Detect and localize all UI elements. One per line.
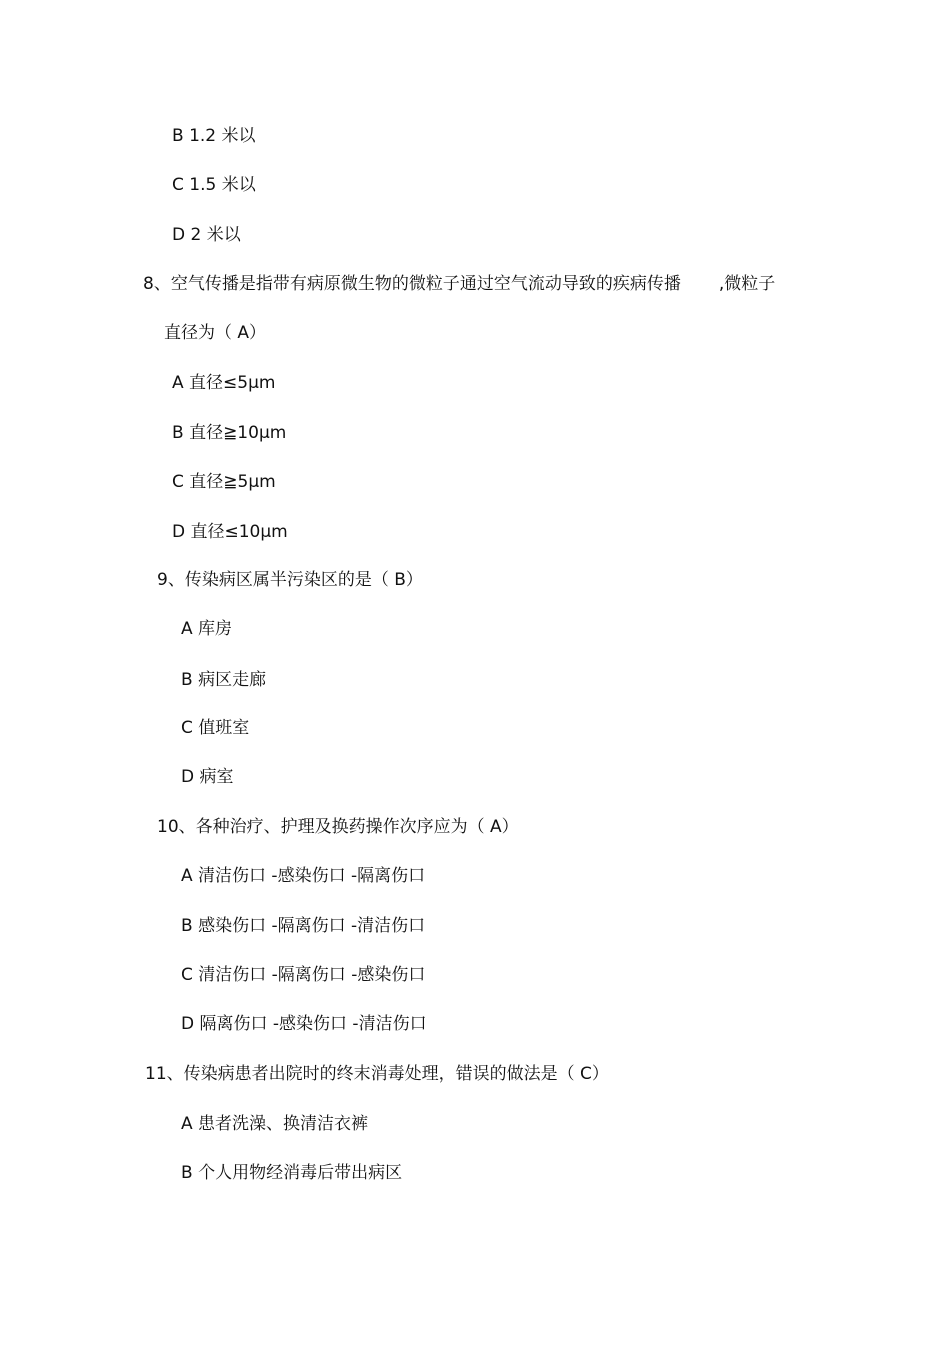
q8-stem-line2: 直径为（ A） bbox=[164, 323, 267, 343]
q9-option-a: A 库房 bbox=[181, 619, 233, 639]
q7-option-d: D 2 米以 bbox=[172, 225, 241, 245]
q10-option-d: D 隔离伤口 -感染伤口 -清洁伤口 bbox=[181, 1014, 427, 1034]
q9-option-c: C 值班室 bbox=[181, 718, 250, 738]
q11-stem: 11、传染病患者出院时的终末消毒处理，错误的做法是（ C） bbox=[145, 1064, 609, 1084]
q8-option-c: C 直径≧5μm bbox=[172, 472, 276, 492]
q7-option-b: B 1.2 米以 bbox=[172, 126, 256, 146]
q11-option-b: B 个人用物经消毒后带出病区 bbox=[181, 1163, 403, 1183]
q8-stem-part1: 8、空气传播是指带有病原微生物的微粒子通过空气流动导致的疾病传播 bbox=[143, 274, 681, 294]
q8-stem-line1 bbox=[143, 273, 775, 295]
q7-option-c: C 1.5 米以 bbox=[172, 175, 256, 195]
q10-stem: 10、各种治疗、护理及换药操作次序应为（ A） bbox=[157, 817, 519, 837]
q10-option-b: B 感染伤口 -隔离伤口 -清洁伤口 bbox=[181, 916, 426, 936]
q8-option-a: A 直径≤5μm bbox=[172, 373, 276, 393]
q9-option-b: B 病区走廊 bbox=[181, 670, 267, 690]
q9-option-d: D 病室 bbox=[181, 767, 234, 787]
q10-option-c: C 清洁伤口 -隔离伤口 -感染伤口 bbox=[181, 965, 426, 985]
q8-option-b: B 直径≧10μm bbox=[172, 423, 287, 443]
q11-option-a: A 患者洗澡、换清洁衣裤 bbox=[181, 1114, 369, 1134]
q8-stem-part2: ,微粒子 bbox=[718, 274, 776, 294]
q9-stem: 9、传染病区属半污染区的是（ B） bbox=[157, 570, 423, 590]
q8-option-d: D 直径≤10μm bbox=[172, 522, 288, 542]
q10-option-a: A 清洁伤口 -感染伤口 -隔离伤口 bbox=[181, 866, 426, 886]
